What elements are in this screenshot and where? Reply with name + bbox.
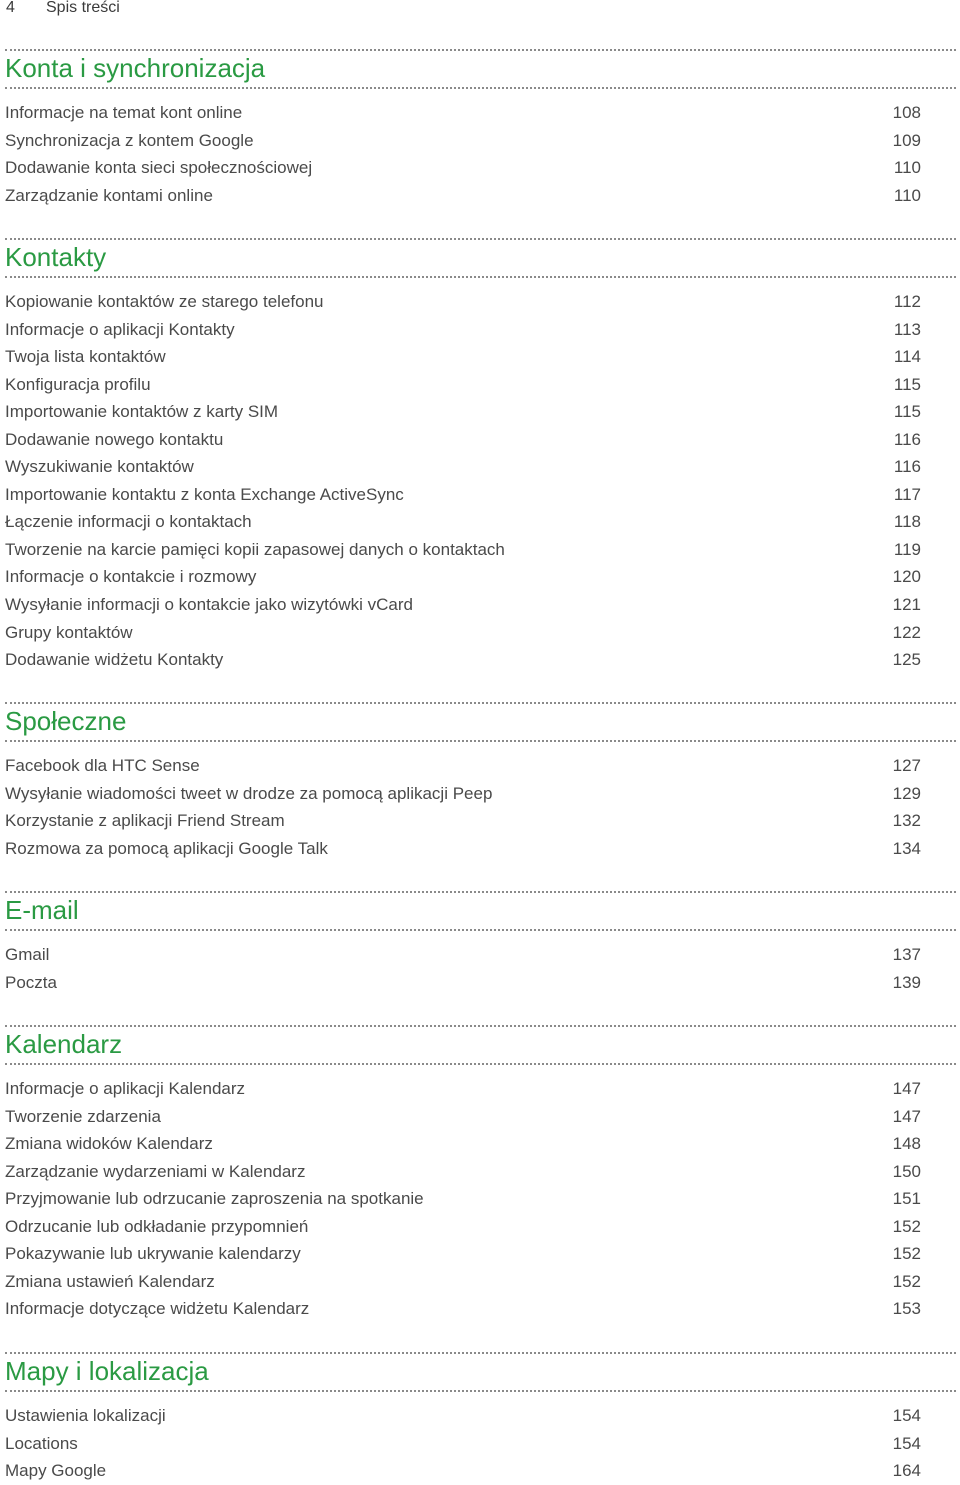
- toc-entry-label: Zarządzanie kontami online: [5, 185, 213, 205]
- toc-section: [5, 49, 956, 209]
- toc-entry[interactable]: [5, 154, 921, 182]
- toc-entry-page-number: 154: [892, 1433, 921, 1453]
- toc-entry-page-number: 154: [892, 1406, 921, 1425]
- toc-entry[interactable]: [5, 426, 921, 454]
- toc-entry-label: Tworzenie zdarzenia: [5, 1106, 161, 1126]
- toc-entry-page-number: 115: [893, 402, 921, 422]
- toc-entry-label: Facebook dla HTC Sense: [5, 756, 200, 775]
- toc-entry[interactable]: [5, 1185, 921, 1213]
- toc-entry[interactable]: [5, 343, 921, 371]
- toc-entry[interactable]: [5, 127, 921, 155]
- toc-entry-page-number: 152: [892, 1216, 921, 1236]
- toc-entry[interactable]: [5, 1130, 921, 1158]
- toc-entry-page-number: 150: [892, 1161, 921, 1181]
- toc-entry[interactable]: [5, 1103, 921, 1131]
- section-heading[interactable]: Kalendarz: [5, 1029, 123, 1059]
- toc-entry[interactable]: [5, 1295, 921, 1323]
- toc-entry-page-number: 129: [892, 783, 921, 803]
- toc-section: [5, 891, 956, 996]
- page-header: [6, 0, 120, 20]
- toc-entry[interactable]: [5, 807, 921, 835]
- dotted-divider: [5, 1390, 956, 1392]
- dotted-divider: [5, 740, 956, 742]
- toc-entry-page-number: 113: [893, 319, 921, 339]
- toc-entry-label: Korzystanie z aplikacji Friend Stream: [5, 811, 285, 831]
- toc-entry-label: Mapy Google: [5, 1461, 107, 1481]
- toc-entry[interactable]: [5, 969, 921, 997]
- toc-entry-page-number: 132: [892, 811, 921, 831]
- toc-entry-label: Dodawanie widżetu Kontakty: [5, 650, 224, 670]
- toc-entry-label: Informacje o aplikacji Kalendarz: [5, 1079, 246, 1098]
- toc-entry-page-number: 108: [892, 103, 921, 122]
- section-heading[interactable]: Mapy i lokalizacja: [5, 1356, 209, 1386]
- toc-entry-label: Informacje na temat kont online: [5, 103, 243, 122]
- toc-entry-page-number: 148: [892, 1134, 921, 1154]
- toc-entry-label: Ustawienia lokalizacji: [5, 1406, 166, 1425]
- toc-entry-label: Zarządzanie wydarzeniami w Kalendarz: [5, 1161, 306, 1181]
- toc-entry[interactable]: [5, 288, 921, 316]
- toc-entry[interactable]: [5, 481, 921, 509]
- toc-entry-label: Łączenie informacji o kontaktach: [5, 512, 252, 532]
- running-title: Spis treści: [46, 0, 120, 16]
- toc-entry[interactable]: [5, 941, 921, 969]
- toc-entry-label: Informacje dotyczące widżetu Kalendarz: [5, 1299, 310, 1319]
- toc-entry-label: Odrzucanie lub odkładanie przypomnień: [5, 1216, 309, 1236]
- toc-entry-page-number: 117: [893, 484, 921, 504]
- toc-entry-label: Synchronizacja z kontem Google: [5, 130, 254, 150]
- toc-entry-label: Zmiana ustawień Kalendarz: [5, 1271, 215, 1291]
- toc-entry-page-number: 116: [893, 457, 921, 477]
- toc-entry-list: [5, 941, 956, 996]
- toc-section: [5, 238, 956, 674]
- toc-entry-page-number: 120: [892, 567, 921, 587]
- toc-entry-page-number: 110: [893, 158, 921, 178]
- toc-entry-list: [5, 288, 956, 674]
- toc-entry[interactable]: [5, 1457, 921, 1485]
- toc-entry[interactable]: [5, 453, 921, 481]
- toc-entry-page-number: 147: [892, 1079, 921, 1098]
- toc-section: [5, 1025, 956, 1323]
- toc-entry-page-number: 151: [892, 1189, 921, 1209]
- section-heading[interactable]: Kontakty: [5, 242, 107, 272]
- toc-entry[interactable]: [5, 1430, 921, 1458]
- toc-entry-label: Importowanie kontaktów z karty SIM: [5, 402, 279, 422]
- toc-entry-list: [5, 752, 956, 862]
- dotted-divider: [5, 1063, 956, 1065]
- toc-entry[interactable]: [5, 398, 921, 426]
- toc-entry-label: Informacje o aplikacji Kontakty: [5, 319, 235, 339]
- toc-entry[interactable]: [5, 99, 921, 127]
- toc-entry[interactable]: [5, 1158, 921, 1186]
- toc-entry-list: [5, 99, 956, 209]
- toc-entry-label: Kopiowanie kontaktów ze starego telefonu: [5, 292, 324, 311]
- toc-entry-page-number: 119: [893, 539, 921, 559]
- toc-entry-page-number: 164: [892, 1461, 921, 1481]
- toc-entry[interactable]: [5, 316, 921, 344]
- toc-entry[interactable]: [5, 563, 921, 591]
- toc-entry-label: Informacje o kontakcie i rozmowy: [5, 567, 257, 587]
- toc-entry-page-number: 110: [893, 185, 921, 205]
- toc-entry[interactable]: [5, 1075, 921, 1103]
- toc-entry[interactable]: [5, 591, 921, 619]
- toc-entry[interactable]: [5, 1402, 921, 1430]
- section-heading[interactable]: Konta i synchronizacja: [5, 53, 266, 83]
- toc-entry-label: Konfiguracja profilu: [5, 374, 151, 394]
- toc-entry-page-number: 139: [892, 972, 921, 992]
- toc-entry-label: Twoja lista kontaktów: [5, 347, 166, 367]
- toc-entry-page-number: 116: [893, 429, 921, 449]
- toc-entry-page-number: 152: [892, 1244, 921, 1264]
- toc-entry-label: Dodawanie nowego kontaktu: [5, 429, 224, 449]
- toc-entry[interactable]: [5, 1213, 921, 1241]
- toc-entry[interactable]: [5, 536, 921, 564]
- toc-entry-page-number: 118: [893, 512, 921, 532]
- toc-entry-page-number: 121: [892, 595, 921, 615]
- toc-section: [5, 1352, 956, 1485]
- dotted-divider: [5, 929, 956, 931]
- toc-entry-page-number: 109: [892, 130, 921, 150]
- toc-entry-label: Locations: [5, 1433, 78, 1453]
- toc-entry[interactable]: [5, 371, 921, 399]
- toc-entry-label: Grupy kontaktów: [5, 622, 133, 642]
- toc-entry-page-number: 115: [893, 374, 921, 394]
- toc-entry-label: Gmail: [5, 945, 50, 964]
- toc-entry[interactable]: [5, 835, 921, 863]
- toc-entry-page-number: 147: [892, 1106, 921, 1126]
- toc-entry-page-number: 122: [892, 622, 921, 642]
- toc-entry-list: [5, 1402, 956, 1485]
- toc-entry[interactable]: [5, 182, 921, 210]
- section-heading[interactable]: E-mail: [5, 895, 79, 925]
- toc-entry-label: Dodawanie konta sieci społecznościowej: [5, 158, 313, 178]
- toc-entry[interactable]: [5, 1268, 921, 1296]
- toc-entry[interactable]: [5, 508, 921, 536]
- toc-entry-list: [5, 1075, 956, 1323]
- section-heading[interactable]: Społeczne: [5, 706, 127, 736]
- toc-entry-label: Tworzenie na karcie pamięci kopii zapasowej danych o kontaktach: [5, 539, 505, 559]
- toc-entry-label: Pokazywanie lub ukrywanie kalendarzy: [5, 1244, 301, 1264]
- toc-entry-page-number: 114: [893, 347, 921, 367]
- dotted-divider: [5, 87, 956, 89]
- toc-entry-label: Importowanie kontaktu z konta Exchange ActiveSync: [5, 484, 404, 504]
- toc-entry[interactable]: [5, 752, 921, 780]
- toc-entry-label: Zmiana widoków Kalendarz: [5, 1134, 213, 1154]
- toc-entry-label: Wyszukiwanie kontaktów: [5, 457, 194, 477]
- toc-entry[interactable]: [5, 780, 921, 808]
- toc-entry-page-number: 112: [893, 292, 921, 311]
- toc-entry[interactable]: [5, 619, 921, 647]
- toc-entry-page-number: 127: [892, 756, 921, 775]
- toc-entry-page-number: 125: [892, 650, 921, 670]
- toc-entry-label: Przyjmowanie lub odrzucanie zaproszenia na spotkanie: [5, 1189, 424, 1209]
- toc-entry-label: Poczta: [5, 972, 57, 992]
- dotted-divider: [5, 276, 956, 278]
- toc-entry[interactable]: [5, 1240, 921, 1268]
- toc-entry[interactable]: [5, 646, 921, 674]
- toc-entry-label: Wysyłanie wiadomości tweet w drodze za pomocą aplikacji Peep: [5, 783, 493, 803]
- toc-entry-page-number: 153: [892, 1299, 921, 1319]
- toc-entry-page-number: 137: [892, 945, 921, 964]
- page-number: 4: [6, 0, 15, 16]
- toc-entry-page-number: 152: [892, 1271, 921, 1291]
- toc-entry-page-number: 134: [892, 838, 921, 858]
- toc-entry-label: Rozmowa za pomocą aplikacji Google Talk: [5, 838, 328, 858]
- toc-section: [5, 702, 956, 862]
- toc-entry-label: Wysyłanie informacji o kontakcie jako wizytówki vCard: [5, 595, 413, 615]
